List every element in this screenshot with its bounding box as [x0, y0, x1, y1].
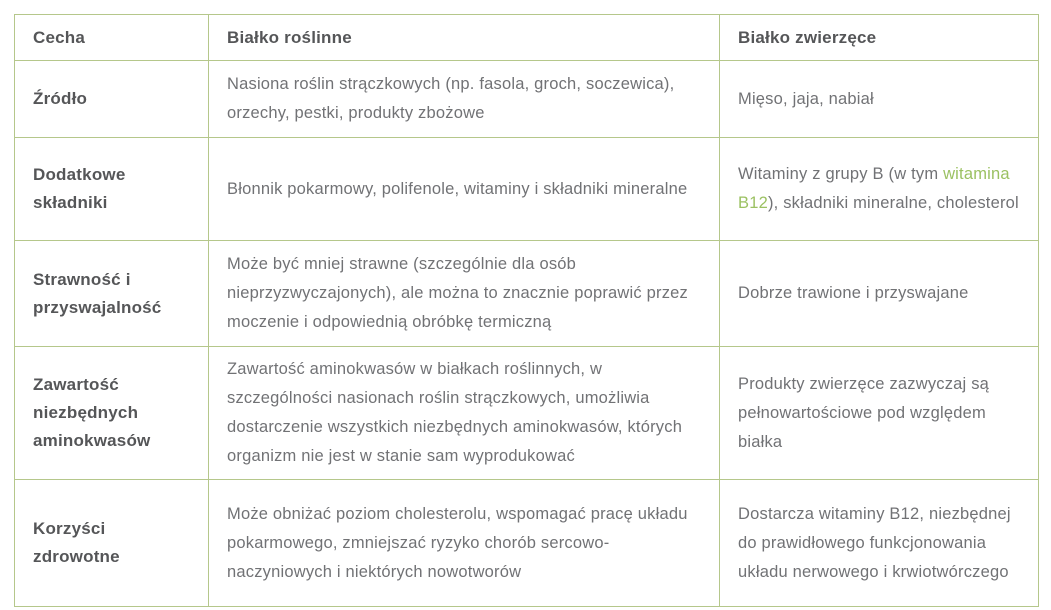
feature-label-strawnosc: Strawność i przyswajalność	[15, 241, 209, 347]
animal-cell-strawnosc: Dobrze trawione i przyswajane	[720, 241, 1039, 347]
feature-label-zawartosc-aminokwasow: Zawartość niezbędnych aminokwasów	[15, 347, 209, 480]
feature-label-dodatkowe-skladniki: Dodatkowe składniki	[15, 138, 209, 241]
table-row-korzysci-zdrowotne	[15, 480, 1039, 607]
plant-cell-zawartosc-aminokwasow: Zawartość aminokwasów w białkach roślinnych, w szczególności nasionach roślin strączkowych, umożliwia dostarczenie wszystkich niezbędnych aminokwasów, których organizm nie jest w stanie sam wyprodukować	[209, 347, 720, 480]
plant-cell-dodatkowe-skladniki: Błonnik pokarmowy, polifenole, witaminy i składniki mineralne	[209, 138, 720, 241]
feature-label-zrodlo: Źródło	[15, 61, 209, 138]
header-cell-bialko-zwierzece: Białko zwierzęce	[720, 15, 1039, 61]
header-cell-cecha: Cecha	[15, 15, 209, 61]
plant-cell-zrodlo: Nasiona roślin strączkowych (np. fasola, groch, soczewica), orzechy, pestki, produkty zbożowe	[209, 61, 720, 138]
animal-cell-zrodlo: Mięso, jaja, nabiał	[720, 61, 1039, 138]
animal-text-before-link: Witaminy z grupy B (w tym	[738, 165, 944, 183]
table-row-dodatkowe-skladniki	[15, 138, 1039, 241]
animal-cell-zawartosc-aminokwasow: Produkty zwierzęce zazwyczaj są pełnowartościowe pod względem białka	[720, 347, 1039, 480]
plant-cell-strawnosc: Może być mniej strawne (szczególnie dla osób nieprzyzwyczajonych), ale można to znacznie poprawić przez moczenie i odpowiednią obróbkę termiczną	[209, 241, 720, 347]
table-row-zawartosc-aminokwasow	[15, 347, 1039, 480]
plant-cell-korzysci-zdrowotne: Może obniżać poziom cholesterolu, wspomagać pracę układu pokarmowego, zmniejszać ryzyko chorób sercowo-naczyniowych i niektórych nowotworów	[209, 480, 720, 607]
witamina-b12-link[interactable]: witamina B12	[738, 165, 1010, 212]
feature-label-korzysci-zdrowotne: Korzyści zdrowotne	[15, 480, 209, 607]
header-cell-bialko-roslinne: Białko roślinne	[209, 15, 720, 61]
animal-cell-korzysci-zdrowotne: Dostarcza witaminy B12, niezbędnej do prawidłowego funkcjonowania układu nerwowego i krwiotwórczego	[720, 480, 1039, 607]
animal-text-after-link: ), składniki mineralne, cholesterol	[767, 194, 1019, 212]
table-header-row	[15, 15, 1039, 61]
table-row-zrodlo	[15, 61, 1039, 138]
protein-comparison-table	[14, 14, 1039, 607]
animal-cell-dodatkowe-skladniki	[720, 138, 1039, 241]
table-row-strawnosc	[15, 241, 1039, 347]
